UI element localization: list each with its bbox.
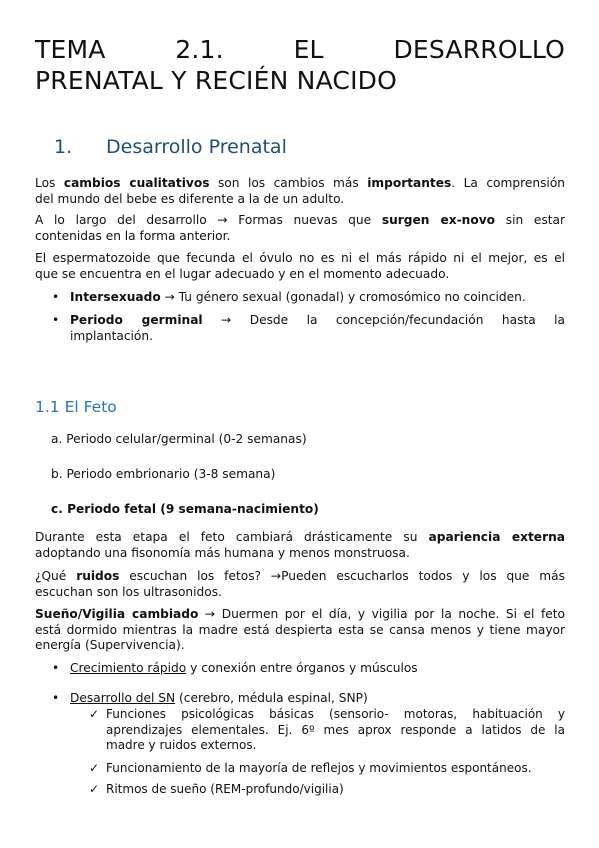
list-marker: a. <box>51 432 63 446</box>
title-word: 2.1. <box>175 35 224 64</box>
check-icon: ✓ <box>89 707 100 721</box>
paragraph-line: ¿Qué ruidos escuchan los fetos? →Pueden escucharlos todos y los que más <box>35 569 565 583</box>
paragraph-line: contenidas en la forma anterior. <box>35 228 231 243</box>
section-number: 1. <box>54 136 73 158</box>
list-marker: c. <box>51 502 63 516</box>
bullet-crecimiento: • Crecimiento rápido y conexión entre órganos y músculos <box>52 661 418 675</box>
bullet-periodo-germinal: • Periodo germinal → Desde la concepción/fecundación hasta la implantación. <box>52 313 565 343</box>
section-heading-1-1: 1.1 El Feto <box>35 398 117 416</box>
paragraph-line: del mundo del bebe es diferente a la de un adulto. <box>35 191 345 206</box>
paragraph-line: energía (Supervivencia). <box>35 638 185 652</box>
paragraph-line: que se encuentra en el lugar adecuado y en el momento adecuado. <box>35 266 450 281</box>
check-item-ritmos: ✓ Ritmos de sueño (REM-profundo/vigilia) <box>89 782 344 796</box>
title-word: DESARROLLO <box>393 35 565 64</box>
period-item-c: c. Periodo fetal (9 semana-nacimiento) <box>51 502 319 516</box>
bullet-icon: • <box>52 290 60 304</box>
check-icon: ✓ <box>89 761 100 775</box>
check-item-reflejos: ✓ Funcionamiento de la mayoría de reflejos y movimientos espontáneos. <box>89 761 532 775</box>
paragraph-line: El espermatozoide que fecunda el óvulo no es ni el más rápido ni el mejor, es el <box>35 251 565 265</box>
underlined-term: Crecimiento rápido <box>70 661 187 675</box>
paragraph-sueno-vigilia <box>35 607 565 654</box>
title-word: TEMA <box>35 35 106 64</box>
document-title <box>35 34 565 96</box>
bullet-icon: • <box>52 313 60 327</box>
bullet-desarrollo-sn: • Desarrollo del SN (cerebro, médula espinal, SNP) <box>52 691 368 705</box>
paragraph-cambios <box>35 176 565 207</box>
paragraph-line: escuchan son los ultrasonidos. <box>35 584 222 599</box>
list-marker: b. <box>51 467 63 481</box>
period-item-a: a. Periodo celular/germinal (0-2 semanas) <box>51 432 307 446</box>
bold-term: importantes <box>367 176 452 190</box>
bullet-icon: • <box>52 661 60 675</box>
section-heading-1 <box>54 136 287 158</box>
paragraph-espermatozoide <box>35 251 565 282</box>
bold-term: ruidos <box>76 569 120 583</box>
paragraph-desarrollo <box>35 213 565 244</box>
bold-term: Intersexuado <box>70 290 161 304</box>
title-line-2: PRENATAL Y RECIÉN NACIDO <box>35 66 397 95</box>
paragraph-apariencia <box>35 530 565 561</box>
paragraph-line: Durante esta etapa el feto cambiará drásticamente su apariencia externa <box>35 530 565 544</box>
bold-term: apariencia externa <box>428 530 565 544</box>
title-line-1 <box>35 34 565 65</box>
check-icon: ✓ <box>89 782 100 796</box>
bold-term: Periodo germinal <box>70 313 203 327</box>
paragraph-line: Sueño/Vigilia cambiado → Duermen por el día, y vigilia por la noche. Si el feto <box>35 607 565 621</box>
paragraph-ruidos <box>35 569 565 600</box>
paragraph-line: adoptando una fisonomía más humana y menos monstruosa. <box>35 545 410 560</box>
bullet-intersexuado: • Intersexuado → Tu género sexual (gonadal) y cromosómico no coinciden. <box>52 290 526 304</box>
check-item-funciones: ✓ Funciones psicológicas básicas (sensorio- motoras, habituación y aprendizajes elementales. Ej. 6º mes aprox responde a latidos de la madre y ruidos externos. <box>89 707 565 752</box>
period-item-b: b. Periodo embrionario (3-8 semana) <box>51 467 276 481</box>
title-word: EL <box>293 35 324 64</box>
bold-term: Sueño/Vigilia cambiado <box>35 607 199 621</box>
paragraph-line: A lo largo del desarrollo → Formas nuevas que surgen ex-novo sin estar <box>35 213 565 227</box>
bold-term: surgen ex-novo <box>381 213 496 227</box>
paragraph-line: Los cambios cualitativos son los cambios más importantes. La comprensión <box>35 176 565 190</box>
section-title: Desarrollo Prenatal <box>106 136 287 158</box>
underlined-term: Desarrollo del SN <box>70 691 176 705</box>
bullet-icon: • <box>52 691 60 705</box>
bold-term: cambios cualitativos <box>63 176 210 190</box>
paragraph-line: está dormido mientras la madre está despierta esta se cansa menos y tiene mayor <box>35 622 565 637</box>
